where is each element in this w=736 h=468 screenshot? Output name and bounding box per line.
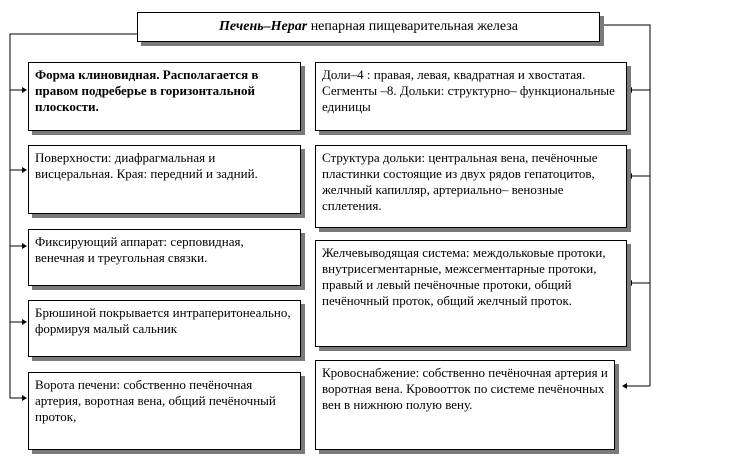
right-box-lobule-structure-text: Структура дольки: центральная вена, печёночные пластинки состоящие из двух рядов гепатоцитов, желчный капилляр, артериально– венозные сплетения. <box>322 150 598 213</box>
left-box-fixation <box>28 229 301 286</box>
arrow-head-left-2 <box>22 167 27 173</box>
title-box <box>137 12 600 42</box>
left-box-porta <box>28 372 301 450</box>
arrow-head-right-4 <box>622 383 627 389</box>
left-box-surfaces-text: Поверхности: диафрагмальная и висцеральная. Края: передний и задний. <box>35 150 258 181</box>
right-box-bile-system-text: Желчевыводящая система: междольковые протоки, внутрисегментарные, межсегментарные протоки, правый и левый печёночные протоки, общий печёночный проток, общий желчный проток. <box>322 245 606 308</box>
right-box-lobes <box>315 62 627 131</box>
arrow-head-right-1 <box>627 87 632 93</box>
right-box-lobule-structure <box>315 145 627 228</box>
arrow-head-left-3 <box>22 243 27 249</box>
left-box-surfaces <box>28 145 301 214</box>
arrow-head-right-2 <box>627 173 632 179</box>
right-box-blood-supply-text: Кровоснабжение: собственно печёночная артерия и воротная вена. Кровоотток по системе печёночных вен в нижнюю полую вену. <box>322 365 608 412</box>
left-box-peritoneum <box>28 300 301 357</box>
arrow-head-right-3 <box>627 280 632 286</box>
left-box-porta-text: Ворота печени: собственно печёночная артерия, воротная вена, общий печёночный проток, <box>35 377 276 424</box>
left-box-shape <box>28 62 301 131</box>
arrow-head-left-1 <box>22 87 27 93</box>
left-box-peritoneum-text: Брюшиной покрывается интраперитонеально, формируя малый сальник <box>35 305 291 336</box>
arrow-head-left-4 <box>22 319 27 325</box>
left-box-shape-text: Форма клиновидная. Располагается в правом подреберье в горизонтальной плоскости. <box>35 67 259 114</box>
arrow-head-left-5 <box>22 395 27 401</box>
right-box-blood-supply <box>315 360 615 450</box>
right-box-bile-system <box>315 240 627 347</box>
left-box-fixation-text: Фиксирующий аппарат: серповидная, венечная и треугольная связки. <box>35 234 244 265</box>
title-main: Печень–Hepar <box>218 19 308 34</box>
right-box-lobes-text: Доли–4 : правая, левая, квадратная и хвостатая. Сегменты –8. Дольки: структурно– функциональные единицы <box>322 67 615 114</box>
title-subtitle: непарная пищеварительная железа <box>310 19 519 34</box>
